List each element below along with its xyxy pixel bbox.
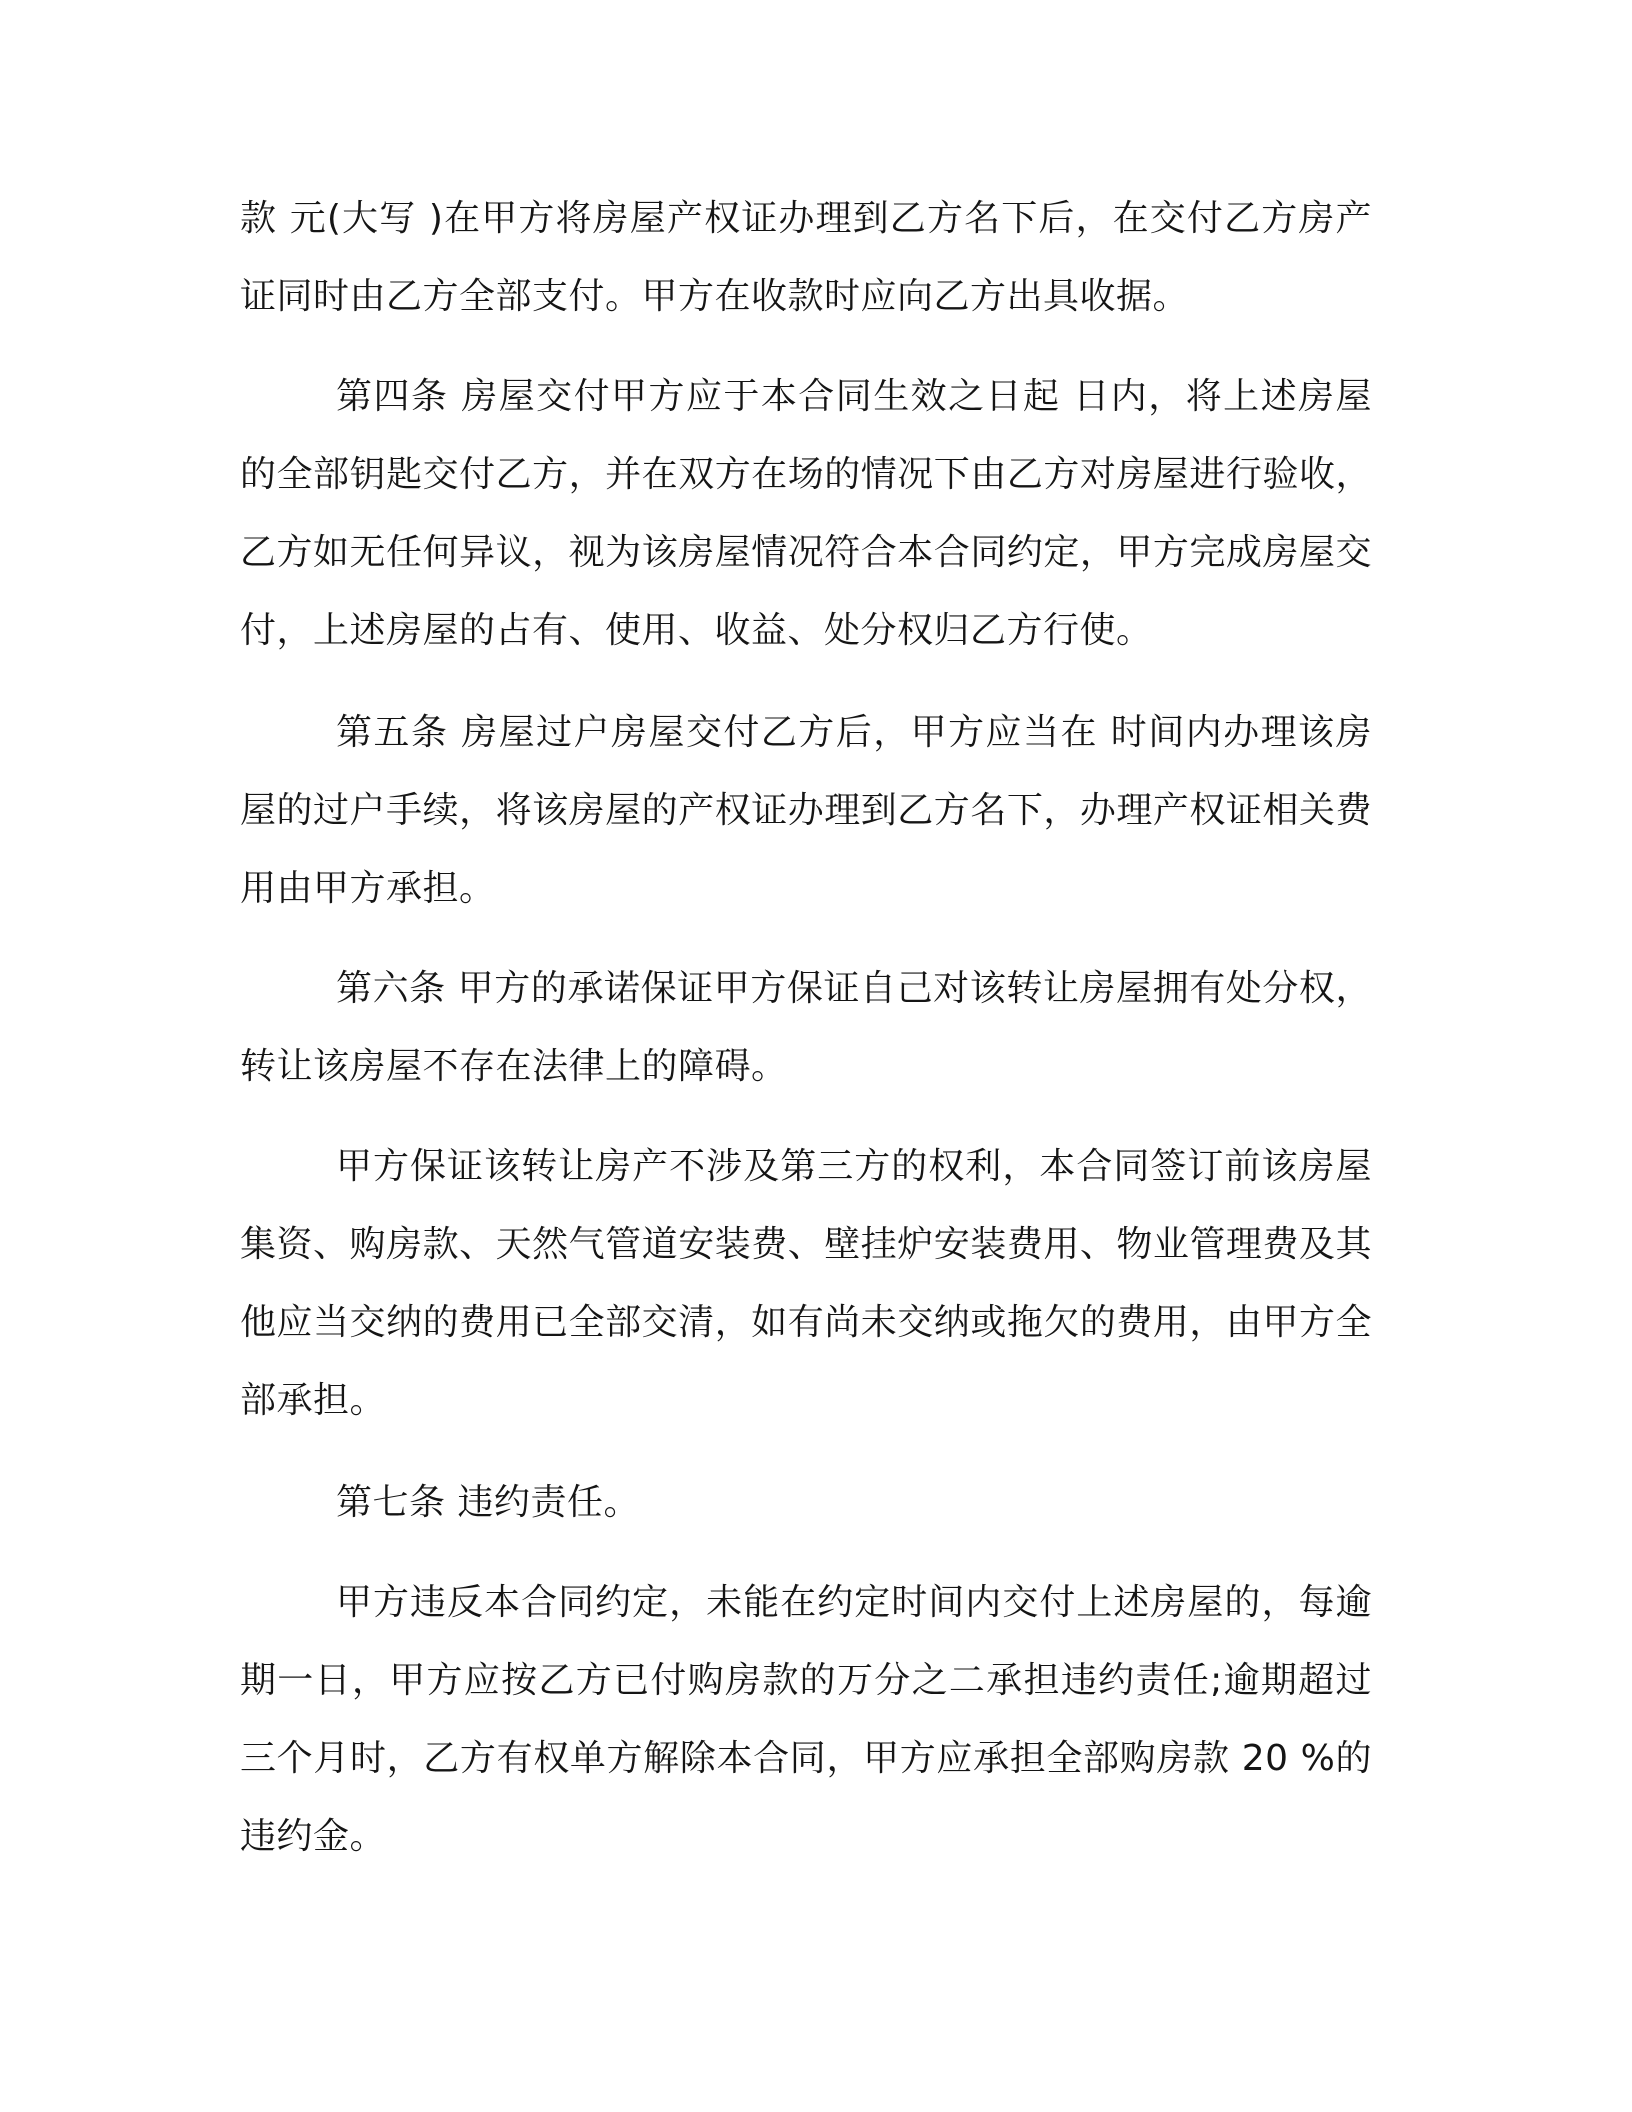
paragraph-article-6-warranty: 第六条 甲方的承诺保证甲方保证自己对该转让房屋拥有处分权，转让该房屋不存在法律上的障碍。 [240,968,1372,1087]
paragraph-breach-liability: 甲方违反本合同约定，未能在约定时间内交付上述房屋的，每逾期一日，甲方应按乙方已付购房款的万分之二承担违约责任;逾期超过三个月时，乙方有权单方解除本合同，甲方应承担全部购房款 20 %的违约金。 [240,1582,1372,1857]
paragraph-article-4-delivery: 第四条 房屋交付甲方应于本合同生效之日起 日内，将上述房屋的全部钥匙交付乙方，并在双方在场的情况下由乙方对房屋进行验收，乙方如无任何异议，视为该房屋情况符合本合同约定，甲方完成房屋交付，上述房屋的占有、使用、收益、处分权归乙方行使。 [240,376,1372,651]
paragraph-payment-continuation: 款 元(大写 )在甲方将房屋产权证办理到乙方名下后，在交付乙方房产证同时由乙方全部支付。甲方在收款时应向乙方出具收据。 [240,198,1372,317]
paragraph-warranty-third-party: 甲方保证该转让房产不涉及第三方的权利，本合同签订前该房屋集资、购房款、天然气管道安装费、壁挂炉安装费用、物业管理费及其他应当交纳的费用已全部交清，如有尚未交纳或拖欠的费用，由甲方全部承担。 [240,1146,1372,1421]
paragraph-article-5-transfer: 第五条 房屋过户房屋交付乙方后，甲方应当在 时间内办理该房屋的过户手续，将该房屋的产权证办理到乙方名下，办理产权证相关费用由甲方承担。 [240,712,1372,909]
paragraph-article-7-heading: 第七条 违约责任。 [336,1482,640,1523]
